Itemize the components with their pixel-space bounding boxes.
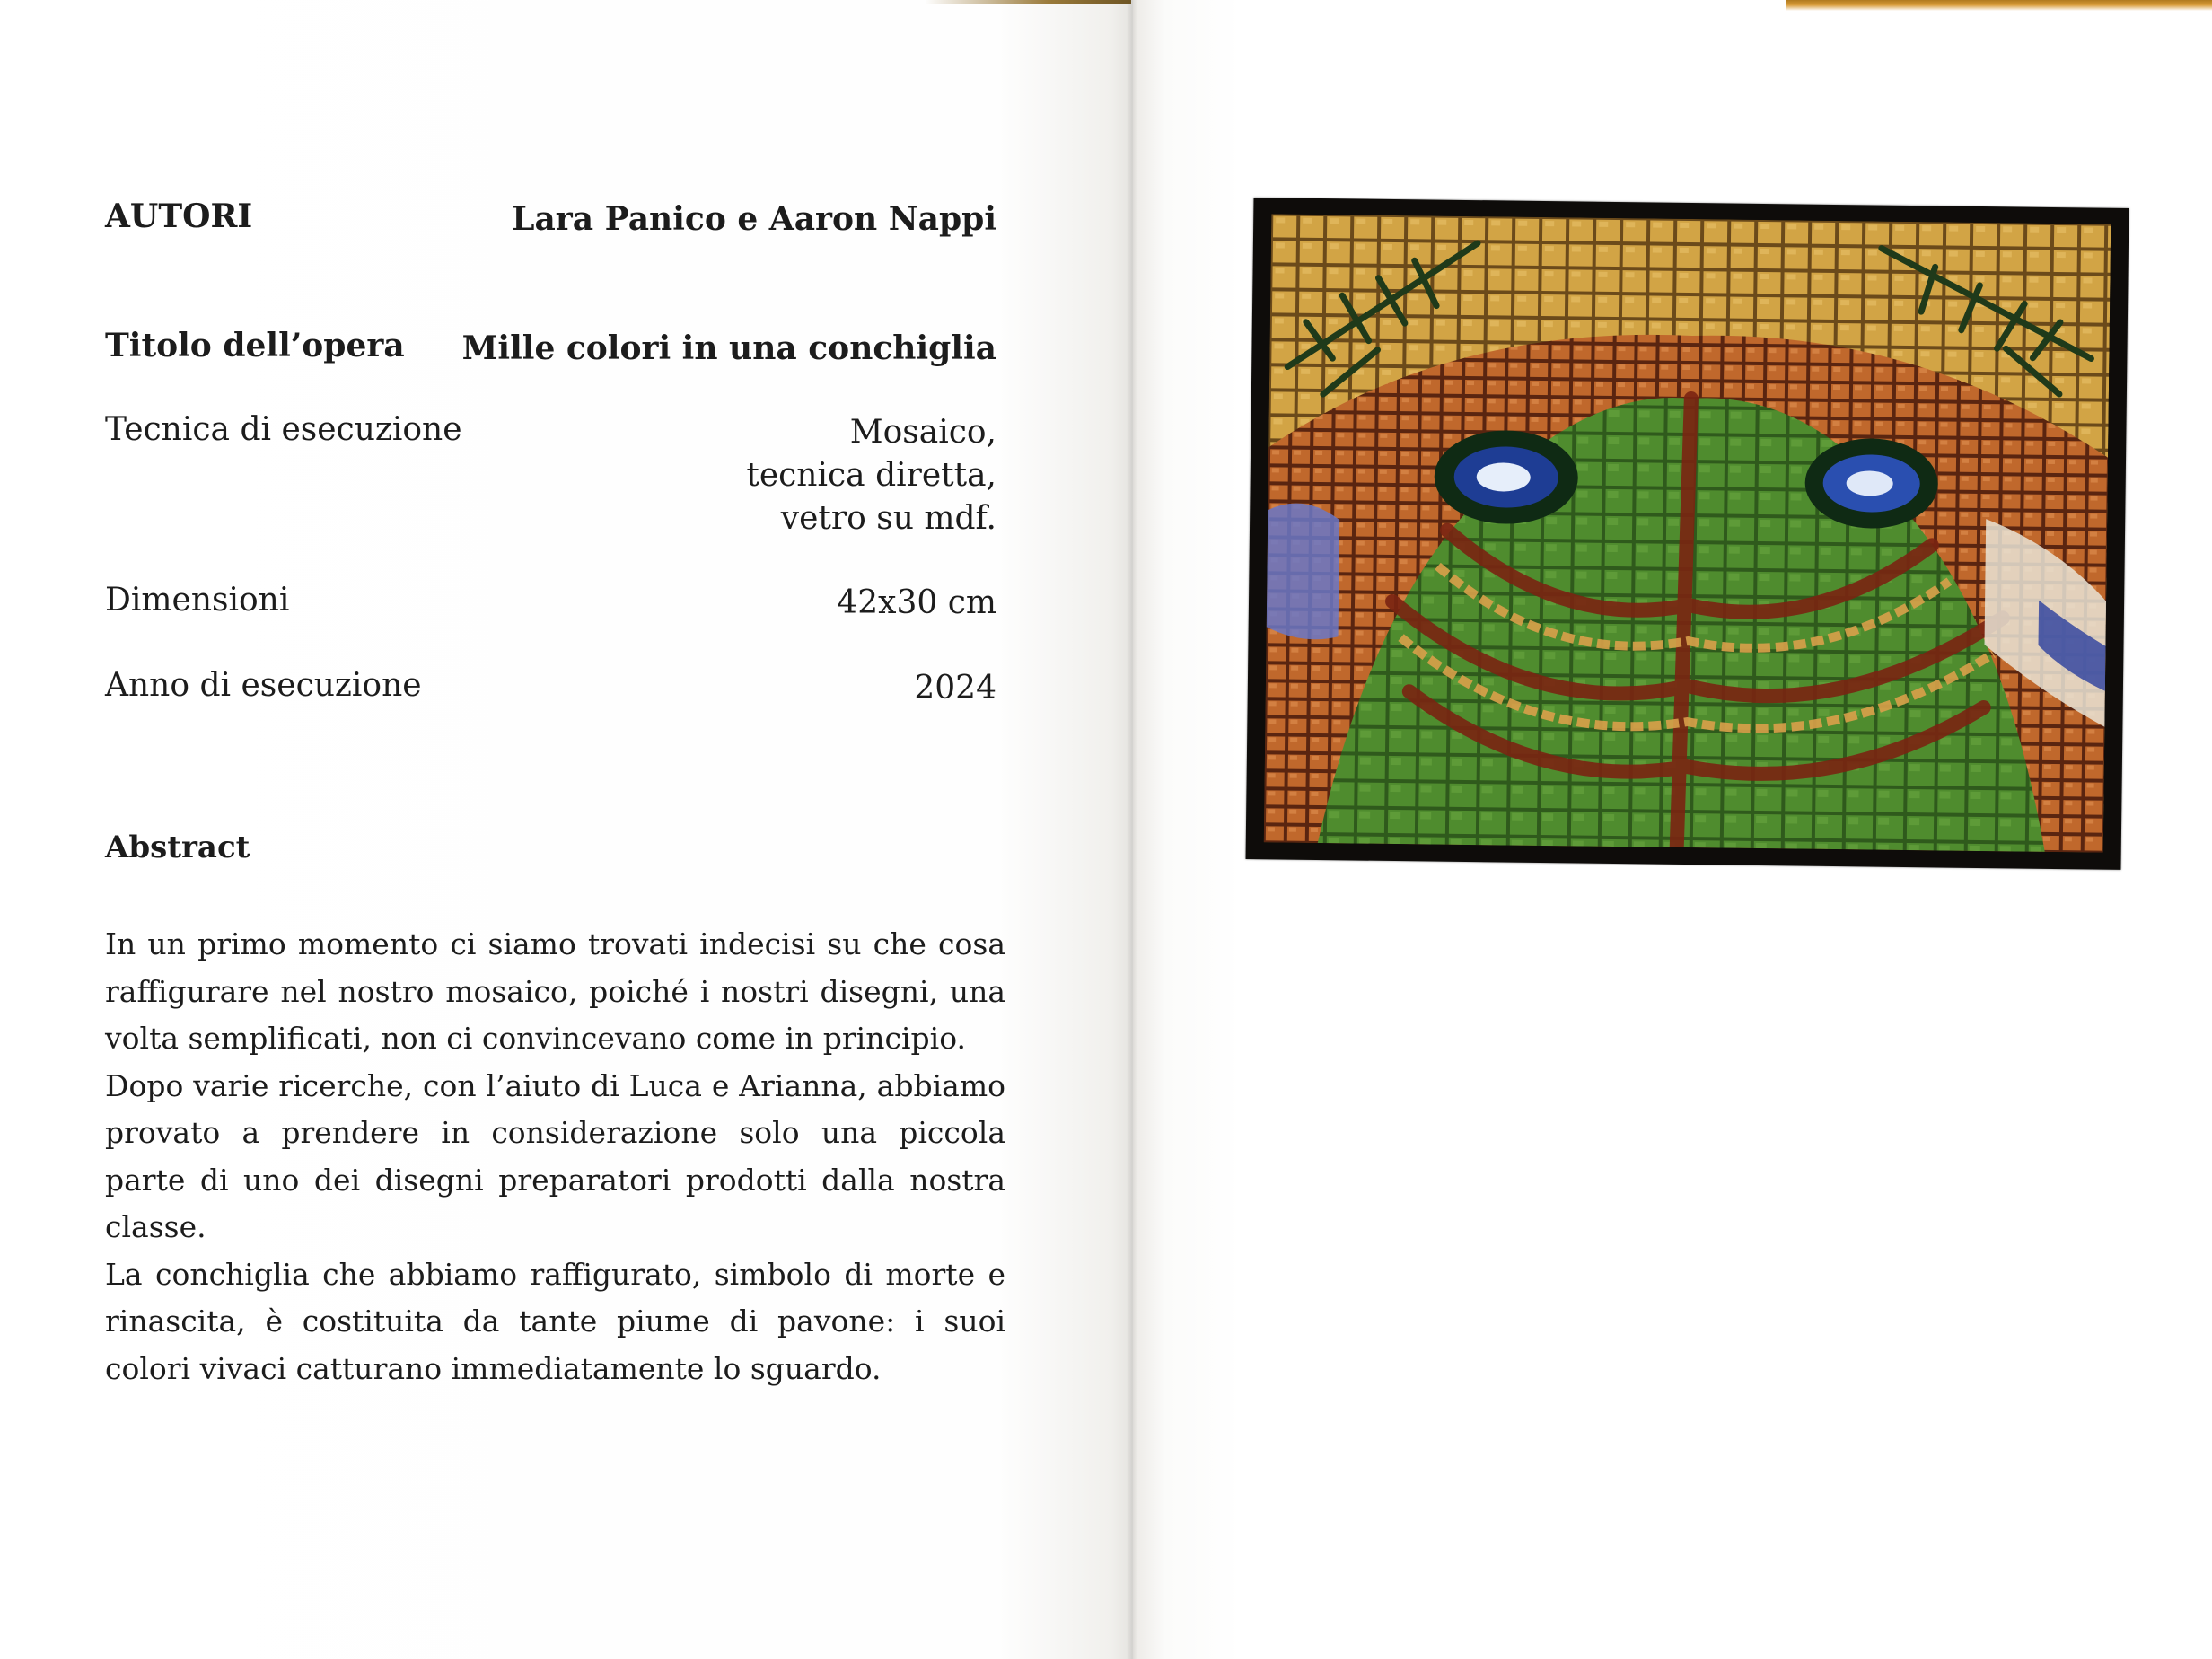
mosaic-photo bbox=[1246, 198, 2129, 870]
title-label: Titolo dell’opera bbox=[105, 327, 405, 364]
page-edge-shadow bbox=[925, 0, 1131, 4]
page-edge-shadow bbox=[1786, 0, 2212, 11]
mosaic-image bbox=[1264, 214, 2111, 852]
year-value: 2024 bbox=[914, 670, 996, 707]
dimensions-value: 42x30 cm bbox=[837, 584, 996, 621]
technique-value bbox=[746, 411, 996, 540]
title-value: Mille colori in una conchiglia bbox=[461, 329, 996, 367]
abstract-paragraph: In un primo momento ci siamo trovati indecisi su che cosa raffigurare nel nostro mosaico, poiché i nostri disegni, una volta semplificati, non ci convincevano come in principio. bbox=[105, 926, 1005, 1056]
authors-value: Lara Panico e Aaron Nappi bbox=[512, 200, 996, 238]
authors-label: AUTORI bbox=[105, 198, 253, 235]
technique-line: tecnica diretta, bbox=[746, 457, 996, 494]
abstract-heading: Abstract bbox=[105, 830, 250, 865]
abstract-body bbox=[105, 921, 1005, 1392]
book-gutter bbox=[1127, 0, 1137, 1659]
abstract-paragraph: La conchiglia che abbiamo raffigurato, simbolo di morte e rinascita, è costituita da tante piume di pavone: i suoi colori vivaci catturano immediatamente lo sguardo. bbox=[105, 1256, 1005, 1386]
dimensions-label: Dimensioni bbox=[105, 582, 290, 619]
year-label: Anno di esecuzione bbox=[105, 667, 422, 704]
technique-line: vetro su mdf. bbox=[780, 500, 996, 537]
technique-label: Tecnica di esecuzione bbox=[105, 411, 462, 448]
abstract-paragraph: Dopo varie ricerche, con l’aiuto di Luca e Arianna, abbiamo provato a prendere in considerazione solo una piccola parte di uno dei disegni preparatori prodotti dalla nostra classe. bbox=[105, 1067, 1005, 1244]
technique-line: Mosaico, bbox=[849, 414, 996, 451]
